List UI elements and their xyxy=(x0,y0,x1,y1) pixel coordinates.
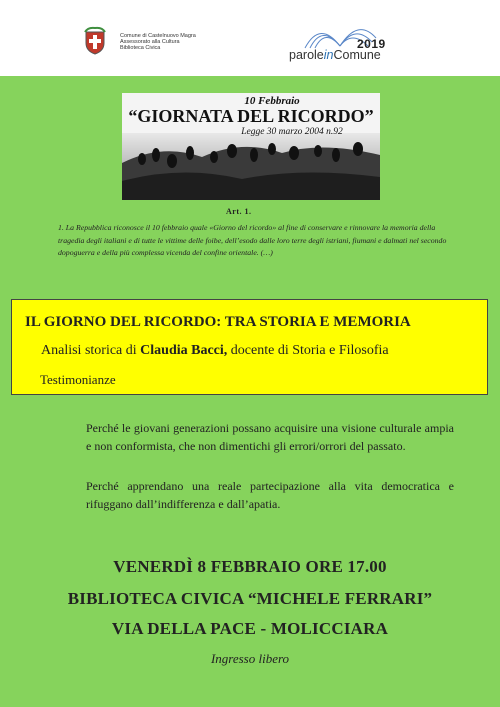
banner-photo xyxy=(122,93,380,200)
event-address: VIA DELLA PACE - MOLICCIARA xyxy=(111,619,389,638)
logo-text: paroleinComune xyxy=(289,48,381,62)
event-date: VENERDÌ 8 FEBBRAIO ORE 17.00 xyxy=(113,557,387,576)
entry-note: Ingresso libero xyxy=(210,651,290,666)
town-crest-icon xyxy=(80,26,110,56)
paragraph-2: Perché apprendano una reale partecipazione alla vita democratica e rifuggano dall’indifferenza e dall’apatia. xyxy=(86,479,454,511)
banner-title: “GIORNATA DEL RICORDO” xyxy=(128,106,374,126)
article-title: Art. 1. xyxy=(226,207,252,216)
speaker-line: Analisi storica di Claudia Bacci, docente di Storia e Filosofia xyxy=(41,343,389,358)
paragraph-1: Perché le giovani generazioni possano acquisire una visione culturale ampia e non conformista, che non dimentichi gli errori/orrori del passato. xyxy=(86,421,454,453)
article-text: 1. La Repubblica riconosce il 10 febbraio quale «Giorno del ricordo» al fine di conservare e rinnovare la memoria della tragedia degli italiani e di tutte le vittime delle foibe, dell’esodo dalle loro terre degli istriani, fiumani e dalmati nel secondo dopoguerra e della più complessa vicenda del confine orientale. (…) xyxy=(58,223,447,257)
highlight-title: IL GIORNO DEL RICORDO: TRA STORIA E MEMORIA xyxy=(25,314,411,330)
banner-law: Legge 30 marzo 2004 n.92 xyxy=(241,127,343,137)
speaker-name: Claudia Bacci, xyxy=(140,343,228,358)
banner-date: 10 Febbraio xyxy=(244,95,300,107)
logo-year: 2019 xyxy=(357,37,386,51)
testimonianze-label: Testimonianze xyxy=(40,372,116,387)
header xyxy=(0,0,500,76)
highlight-box xyxy=(11,299,488,395)
event-venue: BIBLIOTECA CIVICA “MICHELE FERRARI” xyxy=(67,589,433,608)
comune-label: Comune di Castelnuovo Magra Assessorato alla Cultura Biblioteca Civica xyxy=(120,33,196,51)
